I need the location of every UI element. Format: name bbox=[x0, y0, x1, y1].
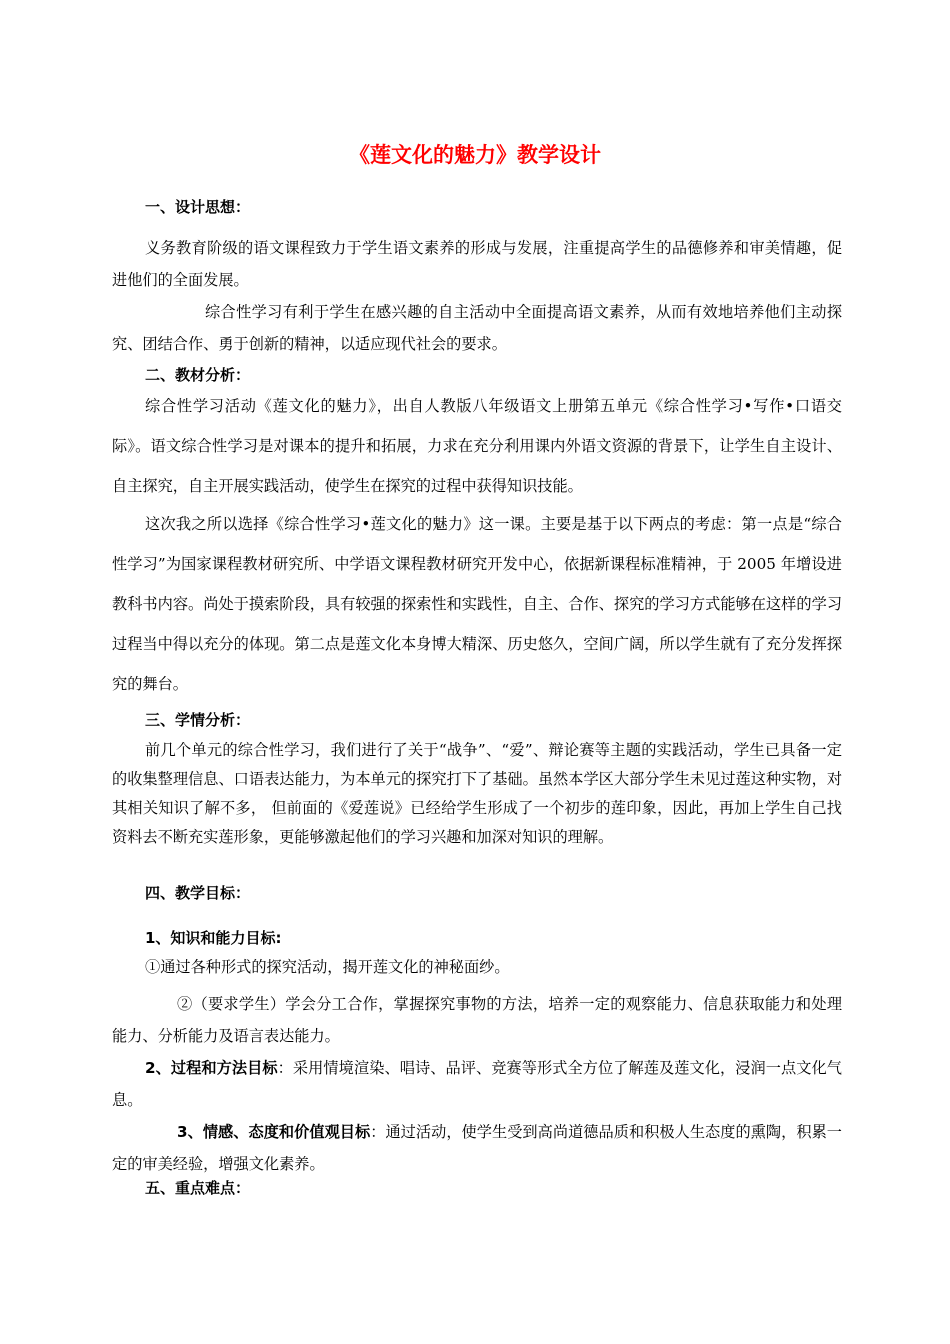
paragraph: 前几个单元的综合性学习，我们进行了关于“战争”、“爱”、辩论赛等主题的实践活动，学生已具备一定的收集整理信息、口语表达能力，为本单元的探究打下了基础。虽然本学区大部分学生未见过莲这种实物，对其相关知识了解不多， 但前面的《爱莲说》已经给学生形成了一个初步的莲印象，因此，再加上学生自己找资料去不断充实莲形象，更能够激起他们的学习兴趣和加深对知识的理解。 bbox=[112, 741, 842, 846]
paragraph: 义务教育阶级的语文课程致力于学生语文素养的形成与发展，注重提高学生的品德修养和审美情趣，促进他们的全面发展。 bbox=[112, 239, 842, 289]
goal-heading-knowledge: 1、知识和能力目标: bbox=[145, 929, 282, 947]
goal-text: ：采用情境渲染、唱诗、品评、竞赛等形式全方位了解莲及莲文化，浸润一点文化气息。 bbox=[112, 1059, 842, 1109]
goal-label: 2、过程和方法目标 bbox=[145, 1059, 278, 1077]
section-heading-design-idea: 一、设计思想： bbox=[145, 198, 251, 216]
section-heading-teaching-goals: 四、教学目标： bbox=[145, 884, 251, 902]
document-title: 《莲文化的魅力》教学设计 bbox=[349, 143, 601, 167]
section-heading-student-analysis: 三、学情分析： bbox=[145, 711, 251, 729]
paragraph: 综合性学习活动《莲文化的魅力》，出自人教版八年级语文上册第五单元《综合性学习•写作•口语交际》。语文综合性学习是对课本的提升和拓展，力求在充分利用课内外语文资源的背景下，让学生自主设计、自主探究，自主开展实践活动，使学生在探究的过程中获得知识技能。 bbox=[112, 397, 842, 495]
goal-item: ①通过各种形式的探究活动，揭开莲文化的神秘面纱。 bbox=[145, 958, 510, 976]
goal-label: 3、情感、态度和价值观目标 bbox=[177, 1123, 371, 1141]
paragraph: 综合性学习有利于学生在感兴趣的自主活动中全面提高语文素养，从而有效地培养他们主动探究、团结合作、勇于创新的精神，以适应现代社会的要求。 bbox=[112, 303, 842, 353]
goal-text: ：通过活动，使学生受到高尚道德品质和积极人生态度的熏陶，积累一定的审美经验，增强文化素养。 bbox=[112, 1123, 842, 1173]
section-heading-material-analysis: 二、教材分析： bbox=[145, 366, 251, 384]
paragraph: 这次我之所以选择《综合性学习•莲文化的魅力》这一课。主要是基于以下两点的考虑：第一点是“综合性学习”为国家课程教材研究所、中学语文课程教材研究开发中心，依据新课程标准精神，于 2005 年增设进教科书内容。尚处于摸索阶段，具有较强的探索性和实践性，自主、合作、探究的学习方式能够在这样的学习过程当中得以充分的体现。第二点是莲文化本身博大精深、历史悠久，空间广阔，所以学生就有了充分发挥探究的舞台。 bbox=[112, 515, 842, 693]
section-heading-key-points: 五、重点难点： bbox=[145, 1179, 251, 1197]
goal-item: ②（要求学生）学会分工合作，掌握探究事物的方法，培养一定的观察能力、信息获取能力和处理能力、分析能力及语言表达能力。 bbox=[112, 995, 842, 1045]
goal-process-method bbox=[112, 1052, 842, 1116]
goal-emotion-attitude bbox=[112, 1116, 842, 1180]
